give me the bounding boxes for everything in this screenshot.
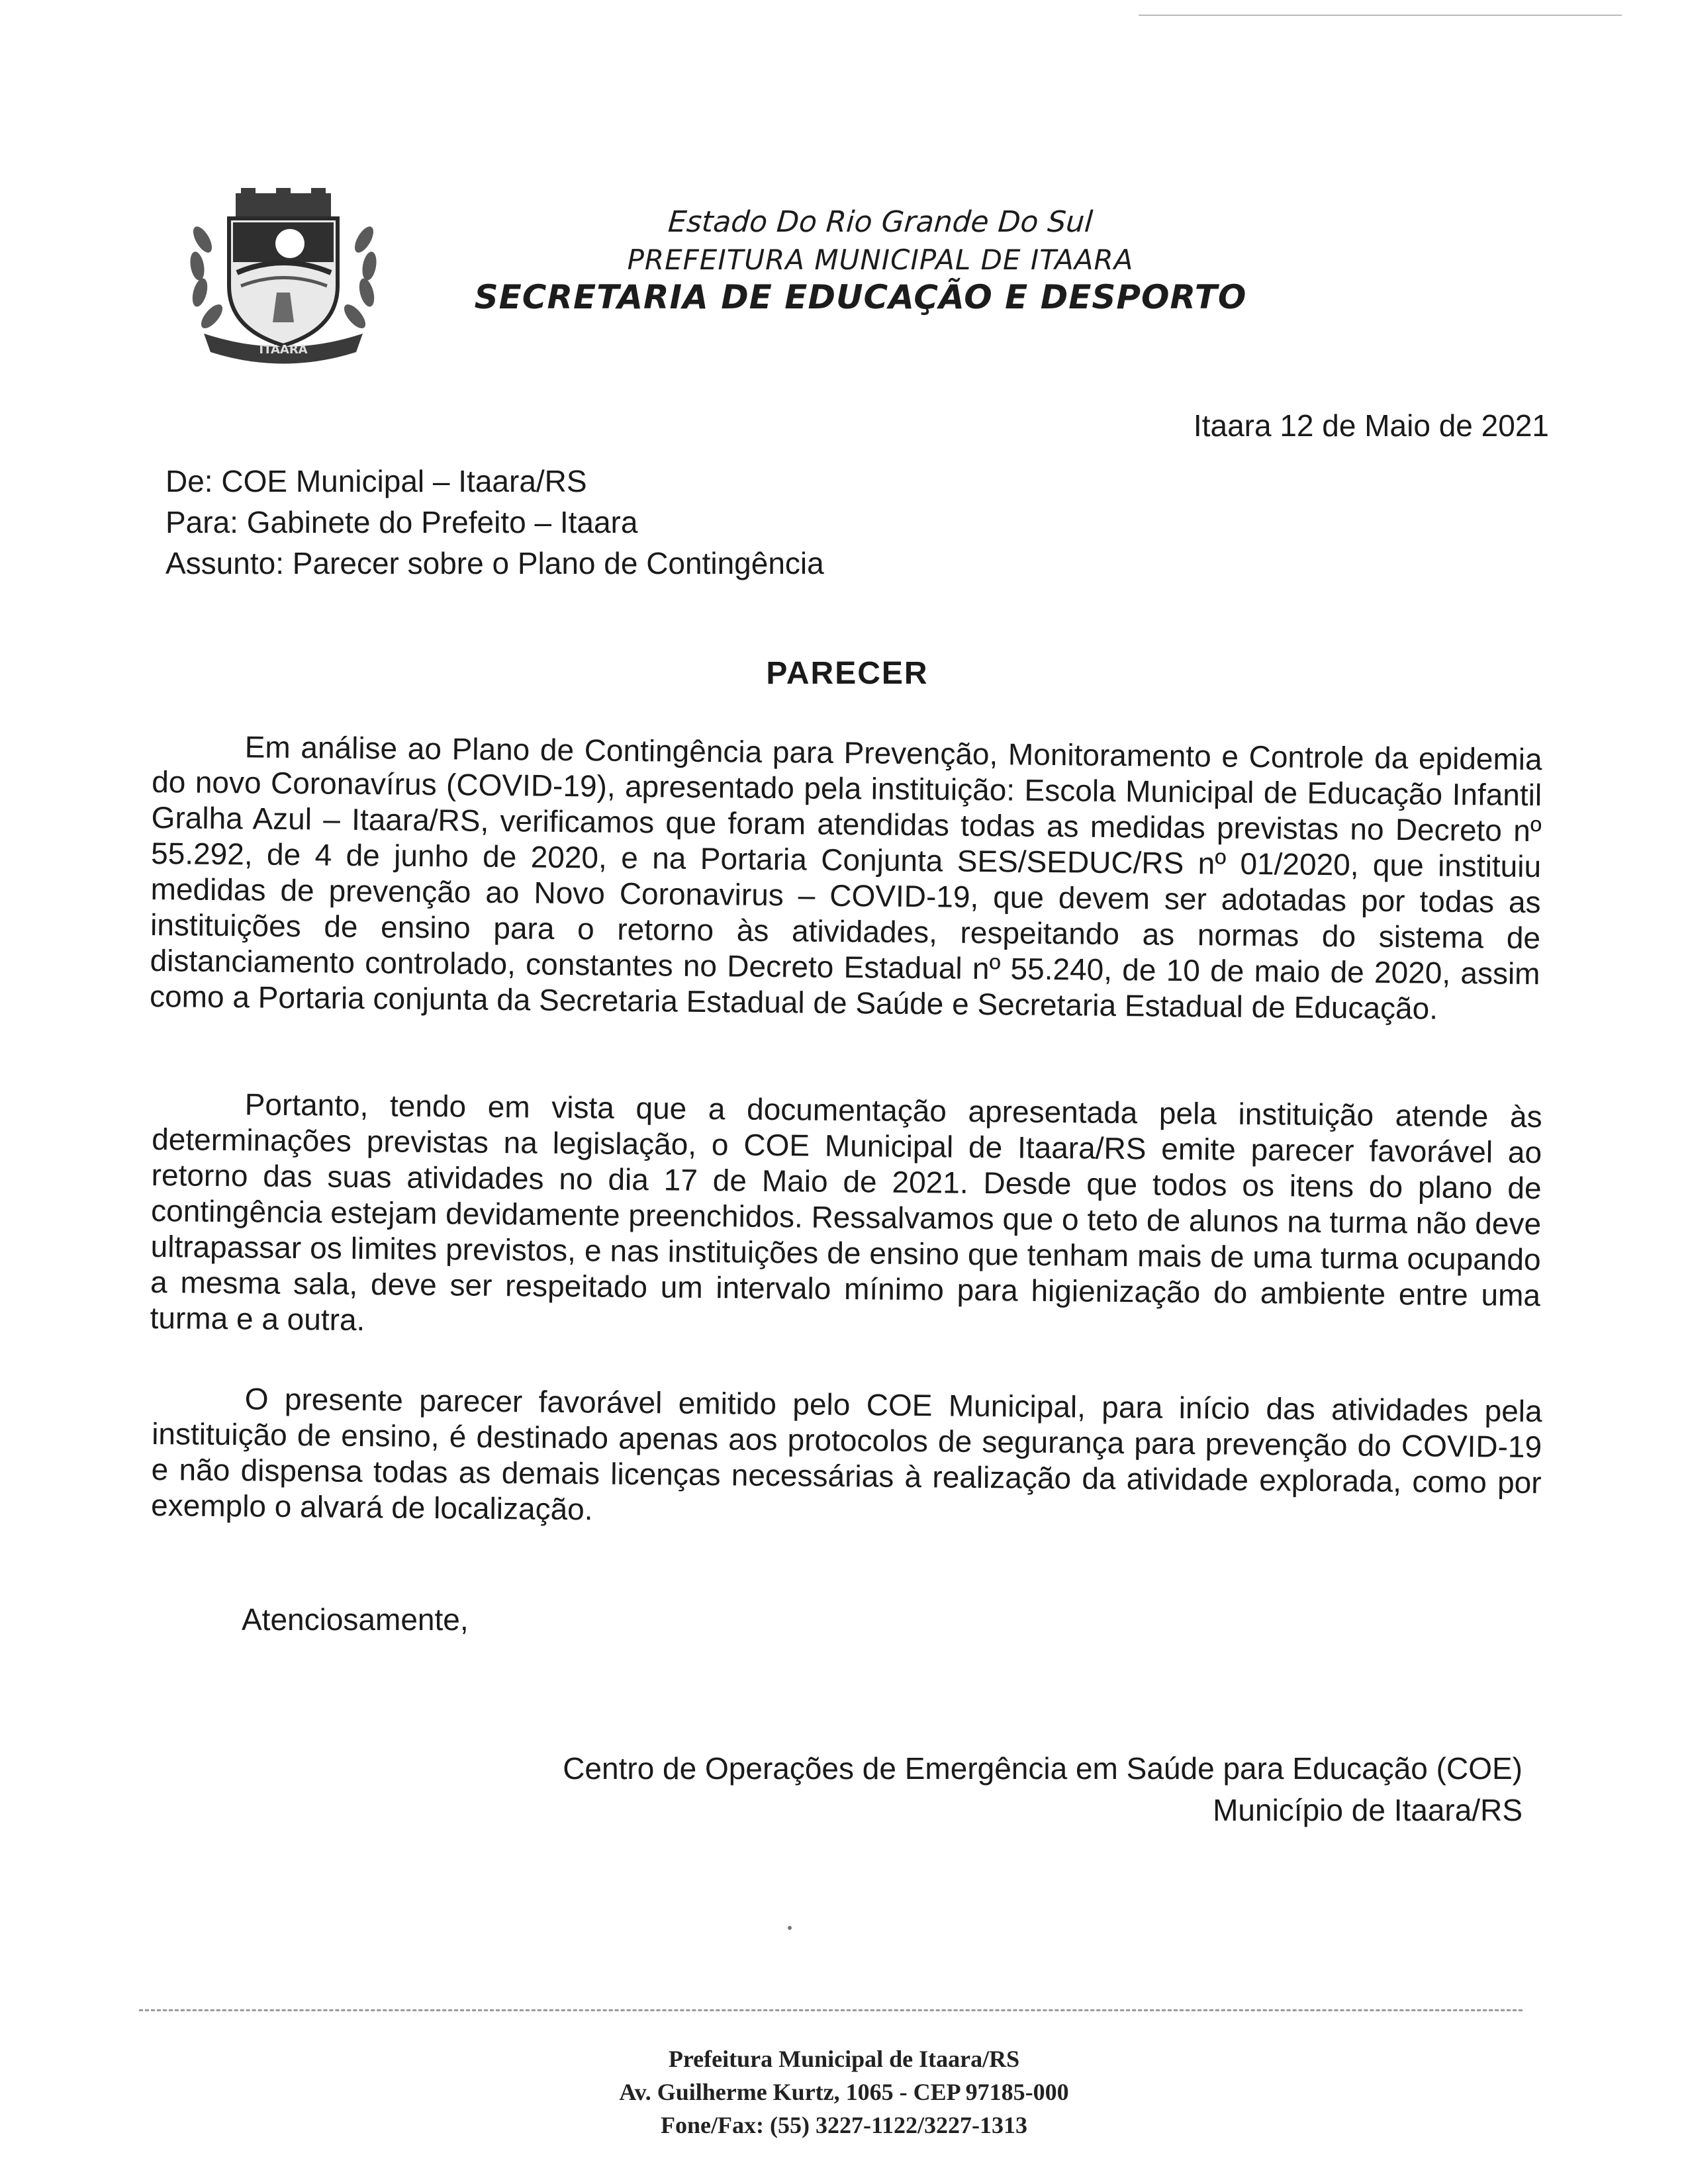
header-secretaria: SECRETARIA DE EDUCAÇÃO E DESPORTO — [474, 278, 1247, 316]
footer-phone: Fone/Fax: (55) 3227-1122/3227-1313 — [661, 2112, 1027, 2138]
footer-institution: Prefeitura Municipal de Itaara/RS — [668, 2046, 1020, 2072]
signature-organization: Centro de Operações de Emergência em Saúde para Educação (COE) — [563, 1751, 1523, 1786]
letter-to: Para: Gabinete do Prefeito – Itaara — [165, 505, 638, 539]
letter-subject: Assunto: Parecer sobre o Plano de Contingência — [165, 546, 824, 580]
scan-speck — [788, 1926, 792, 1930]
header-prefeitura: PREFEITURA MUNICIPAL DE ITAARA — [627, 244, 1134, 276]
letter-from: De: COE Municipal – Itaara/RS — [165, 464, 587, 498]
municipal-crest-logo — [177, 187, 389, 365]
document-title: PARECER — [766, 656, 929, 691]
signature-municipality: Município de Itaara/RS — [1213, 1793, 1523, 1827]
header-state: Estado Do Rio Grande Do Sul — [667, 205, 1094, 239]
letter-date: Itaara 12 de Maio de 2021 — [1193, 408, 1549, 443]
crest-banner-text: ITAARA — [259, 343, 308, 357]
body-paragraph-3: O presente parecer favorável emitido pelo COE Municipal, para início das atividades pela instituição de ensino, é destinado apenas aos protocolos de segurança para prevenção do COVID-19 e não dispensa todas as demais licenças necessárias à realização da atividade explorada, como por exemplo o alvará de localização. — [150, 1381, 1542, 1527]
body-paragraph-1: Em análise ao Plano de Contingência para Prevenção, Monitoramento e Controle da epidemia do novo Coronavírus (COVID-19), apresentado pela instituição: Escola Municipal de Educação Infantil Gralha Azul – Itaara/RS, verificamos que foram atendidas todas as medidas previstas no Decreto nº 55.292, de 4 de junho de 2020, e na Portaria Conjunta SES/SEDUC/RS nº 01/2020, que instituiu medidas de prevenção ao Novo Coronavirus – COVID-19, que devem ser adotadas por todas as instituições de ensino para o retorno às atividades, respeitando as normas do sistema de distanciamento controlado, constantes no Decreto Estadual nº 55.240, de 10 de maio de 2020, assim como a Portaria conjunta da Secretaria Estadual de Saúde e Secretaria Estadual de Educação. — [149, 729, 1542, 1026]
footer-divider — [139, 2009, 1523, 2011]
scan-artifact-line — [1139, 15, 1622, 16]
footer-address: Av. Guilherme Kurtz, 1065 - CEP 97185-000 — [619, 2079, 1069, 2105]
closing-salutation: Atenciosamente, — [242, 1602, 469, 1637]
body-paragraph-2: Portanto, tendo em vista que a documentação apresentada pela instituição atende às determinações previstas na legislação, o COE Municipal de Itaara/RS emite parecer favorável ao retorno das suas atividades no dia 17 de Maio de 2021. Desde que todos os itens do plano de contingência estejam devidamente preenchidos. Ressalvamos que o teto de alunos na turma não deve ultrapassar os limites previstos, e nas instituições de ensino que tenham mais de uma turma ocupando a mesma sala, deve ser respeitado um intervalo mínimo para higienização do ambiente entre uma turma e a outra. — [150, 1087, 1542, 1338]
